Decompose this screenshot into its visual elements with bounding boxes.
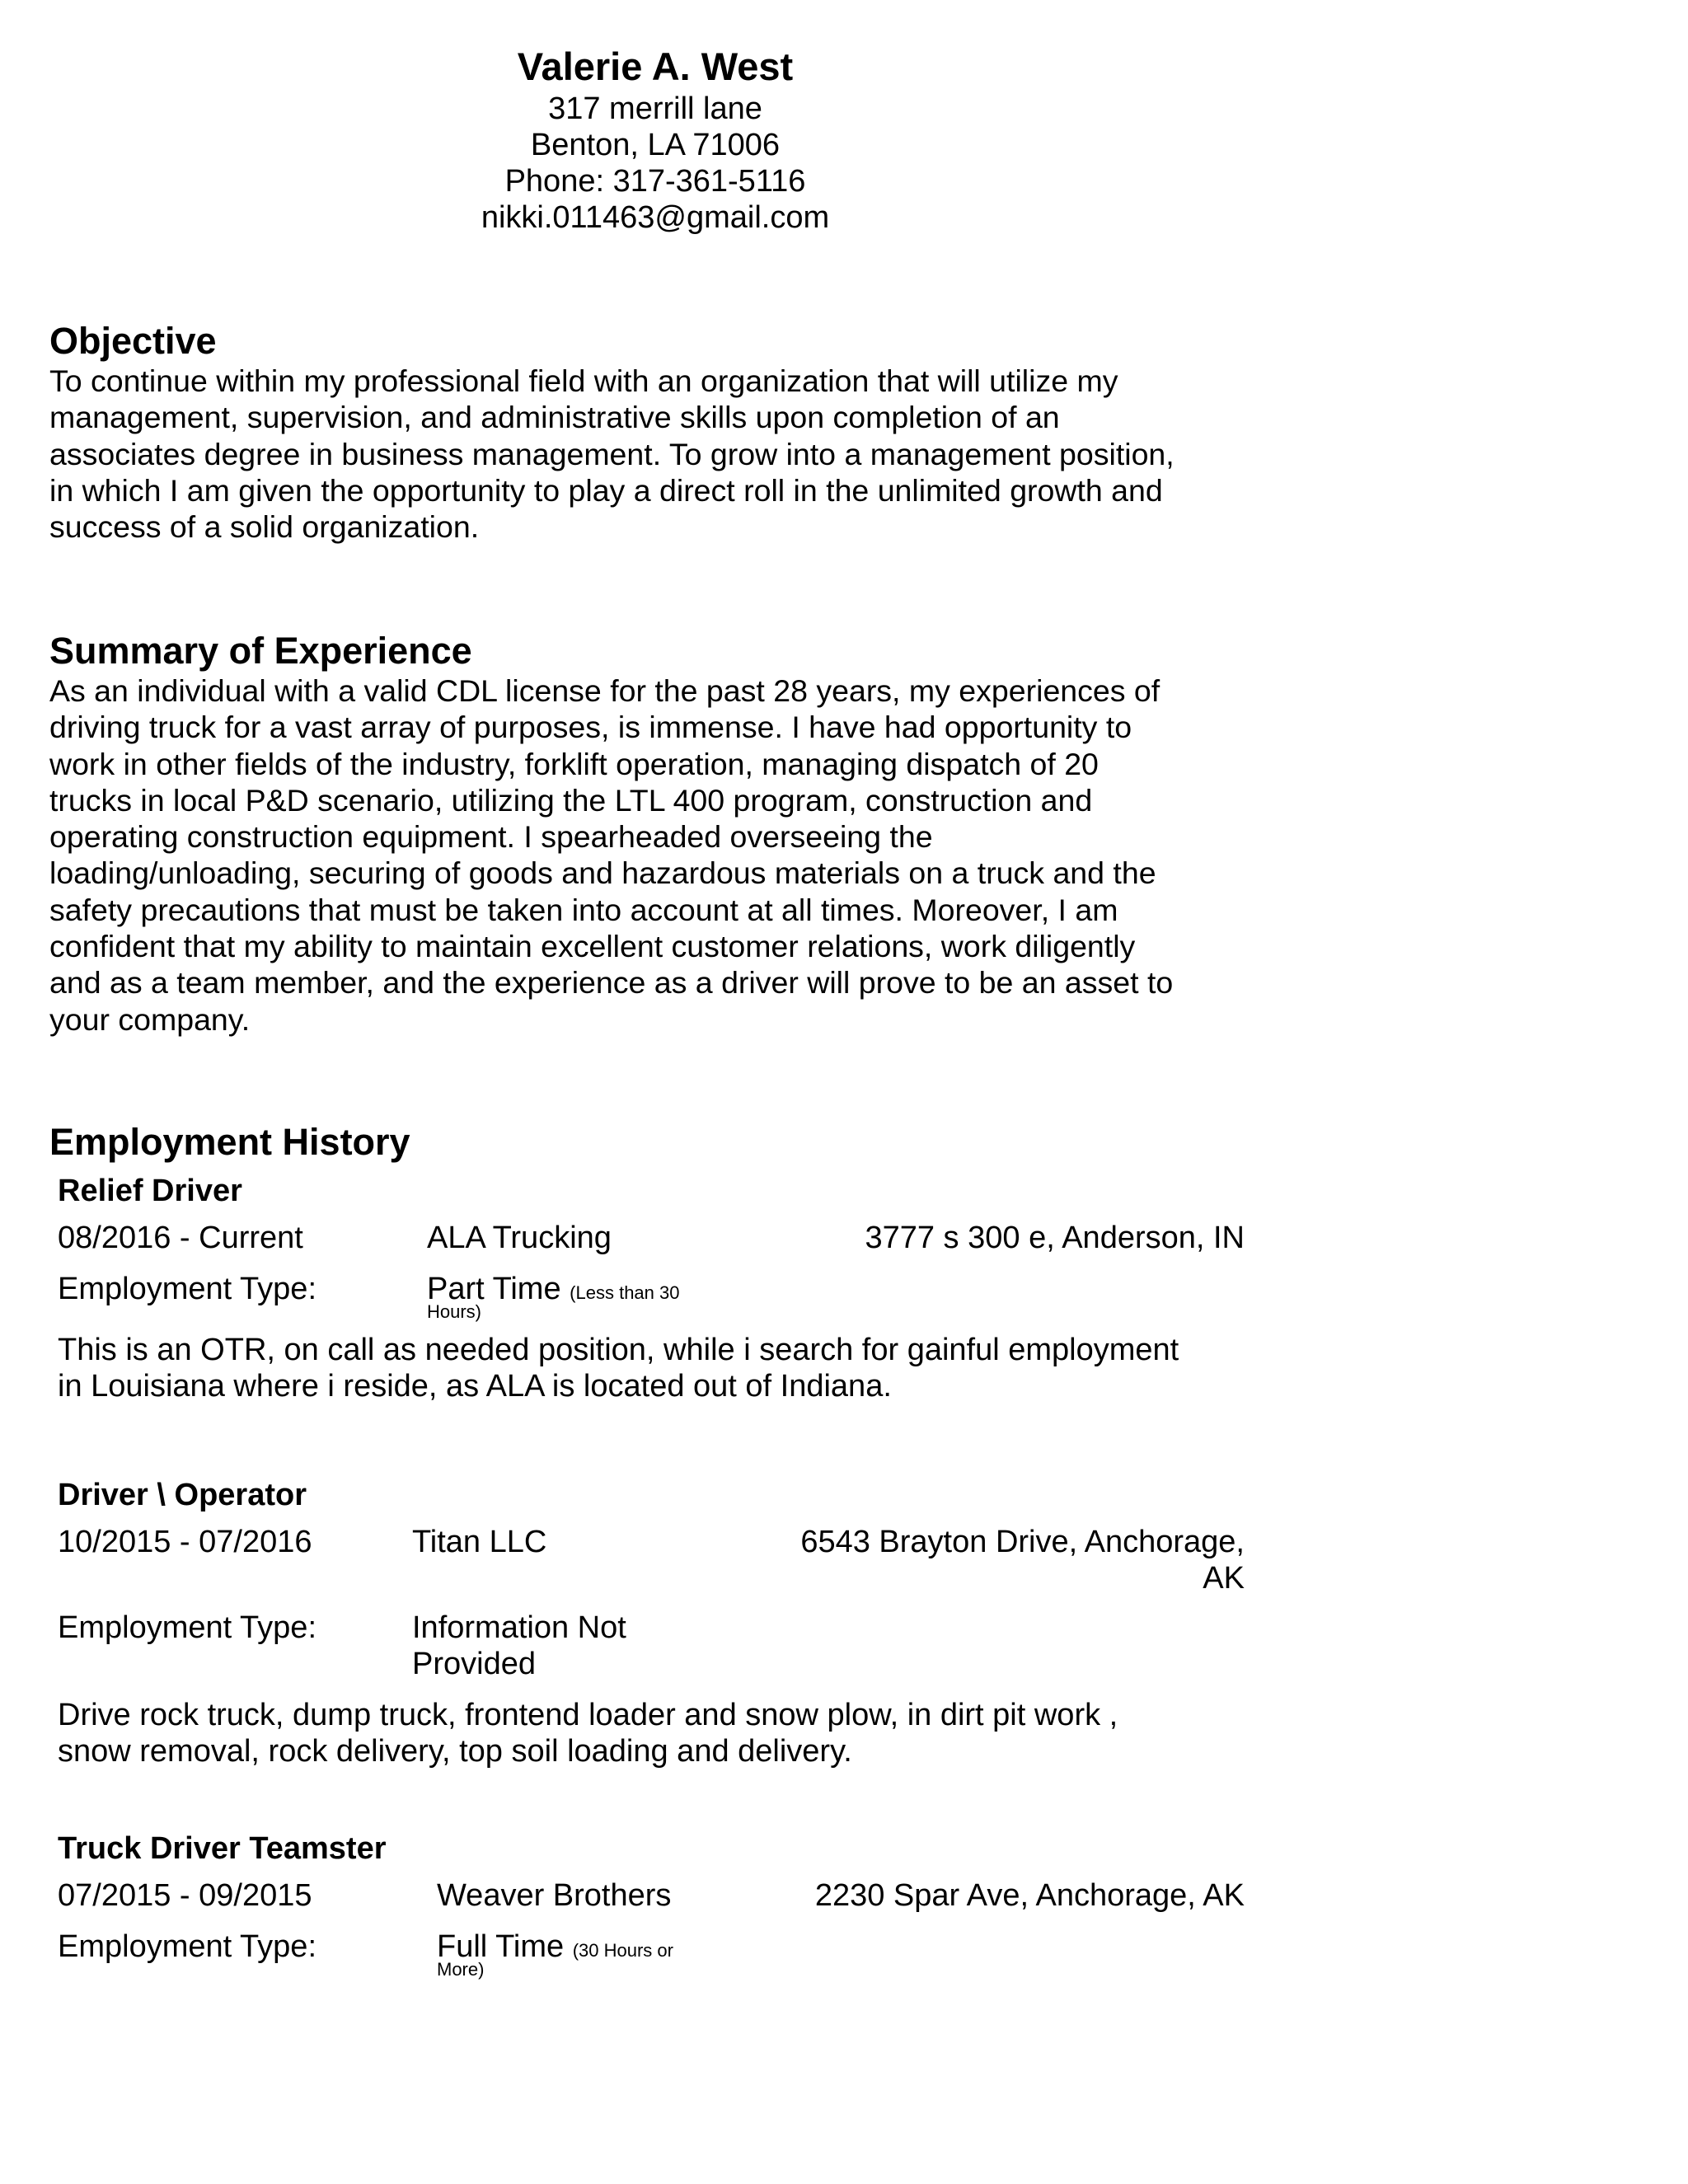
job-dates: 08/2016 - Current	[58, 1221, 303, 1255]
employment-type-note-2: More)	[437, 1959, 485, 1980]
summary-title: Summary of Experience	[49, 630, 472, 672]
employment-type-label: Employment Type:	[58, 1272, 317, 1306]
employment-section	[49, 1121, 1269, 1164]
objective-section	[49, 320, 1269, 545]
job-company: Weaver Brothers	[437, 1878, 672, 1913]
summary-line: operating construction equipment. I spearheaded overseeing the	[49, 819, 933, 855]
employment-type-main: Information Not	[412, 1610, 626, 1645]
job-details-row	[58, 1877, 1245, 1929]
summary-line: As an individual with a valid CDL license for the past 28 years, my experiences of	[49, 673, 1160, 708]
employment-type-value	[427, 1271, 679, 1323]
job-type-row	[58, 1271, 1245, 1329]
objective-line: success of a solid organization.	[49, 509, 480, 545]
summary-line: loading/unloading, securing of goods and hazardous materials on a truck and the	[49, 855, 1156, 891]
employment-title: Employment History	[49, 1121, 410, 1163]
candidate-name: Valerie A. West	[517, 45, 794, 88]
job-location: 3777 s 300 e, Anderson, IN	[865, 1221, 1245, 1255]
job-description-line: in Louisiana where i reside, as ALA is located out of Indiana.	[58, 1369, 892, 1404]
summary-text	[49, 673, 1269, 1038]
employment-type-label: Employment Type:	[58, 1929, 317, 1964]
job-description-line: snow removal, rock delivery, top soil loading and delivery.	[58, 1734, 852, 1769]
job-company: Titan LLC	[412, 1525, 547, 1559]
objective-line: management, supervision, and administrative skills upon completion of an	[49, 400, 1060, 435]
address-line-1: 317 merrill lane	[548, 91, 762, 126]
employment-type-note: (Less than 30	[570, 1282, 680, 1303]
job-description	[58, 1332, 1245, 1405]
job-description-line: Drive rock truck, dump truck, frontend loader and snow plow, in dirt pit work ,	[58, 1698, 1118, 1732]
employment-type-value	[437, 1929, 673, 1980]
job-entry	[58, 1476, 1245, 1770]
summary-line: and as a team member, and the experience as a driver will prove to be an asset to	[49, 965, 1174, 1001]
job-location-line-2: AK	[1203, 1561, 1245, 1596]
summary-line: safety precautions that must be taken into account at all times. Moreover, I am	[49, 892, 1118, 927]
job-entry	[58, 1830, 1245, 1986]
employment-type-note: (30 Hours or	[572, 1940, 673, 1961]
job-entry	[58, 1172, 1245, 1405]
summary-line: trucks in local P&D scenario, utilizing the LTL 400 program, construction and	[49, 782, 1093, 818]
objective-title: Objective	[49, 320, 217, 362]
summary-line: driving truck for a vast array of purposes, is immense. I have had opportunity to	[49, 710, 1132, 745]
job-description	[58, 1697, 1245, 1770]
job-company: ALA Trucking	[427, 1221, 612, 1255]
employment-type-main: Full Time	[437, 1929, 565, 1964]
employment-type-main: Part Time	[427, 1272, 561, 1306]
employment-type-note-2: Hours)	[427, 1301, 482, 1322]
job-description-line: This is an OTR, on call as needed position, while i search for gainful employment	[58, 1333, 1179, 1367]
employment-type-value	[412, 1610, 626, 1682]
objective-line: associates degree in business management. To grow into a management position,	[49, 436, 1175, 471]
job-title: Truck Driver Teamster	[58, 1831, 387, 1866]
job-title: Relief Driver	[58, 1174, 242, 1208]
job-location	[800, 1524, 1245, 1596]
resume-header	[0, 43, 1311, 236]
summary-line: work in other fields of the industry, forklift operation, managing dispatch of 20	[49, 746, 1099, 781]
summary-line: your company.	[49, 1001, 251, 1037]
job-type-row	[58, 1929, 1245, 1986]
job-details-row	[58, 1524, 1245, 1610]
phone: Phone: 317-361-5116	[504, 164, 806, 199]
job-details-row	[58, 1220, 1245, 1271]
objective-line: in which I am given the opportunity to play a direct roll in the unlimited growth and	[49, 472, 1163, 508]
employment-type-main-2: Provided	[412, 1647, 536, 1681]
objective-text	[49, 363, 1269, 545]
objective-line: To continue within my professional field with an organization that will utilize my	[49, 363, 1118, 398]
job-location-line-1: 6543 Brayton Drive, Anchorage,	[800, 1525, 1245, 1559]
summary-section	[49, 630, 1269, 1038]
job-dates: 10/2015 - 07/2016	[58, 1525, 312, 1559]
address-line-2: Benton, LA 71006	[530, 128, 781, 162]
job-location: 2230 Spar Ave, Anchorage, AK	[814, 1878, 1245, 1913]
summary-line: confident that my ability to maintain excellent customer relations, work diligently	[49, 929, 1136, 964]
job-title: Driver \ Operator	[58, 1478, 307, 1512]
job-dates: 07/2015 - 09/2015	[58, 1878, 312, 1913]
email: nikki.011463@gmail.com	[481, 200, 830, 235]
job-type-row	[58, 1610, 1245, 1697]
employment-type-label: Employment Type:	[58, 1610, 317, 1645]
